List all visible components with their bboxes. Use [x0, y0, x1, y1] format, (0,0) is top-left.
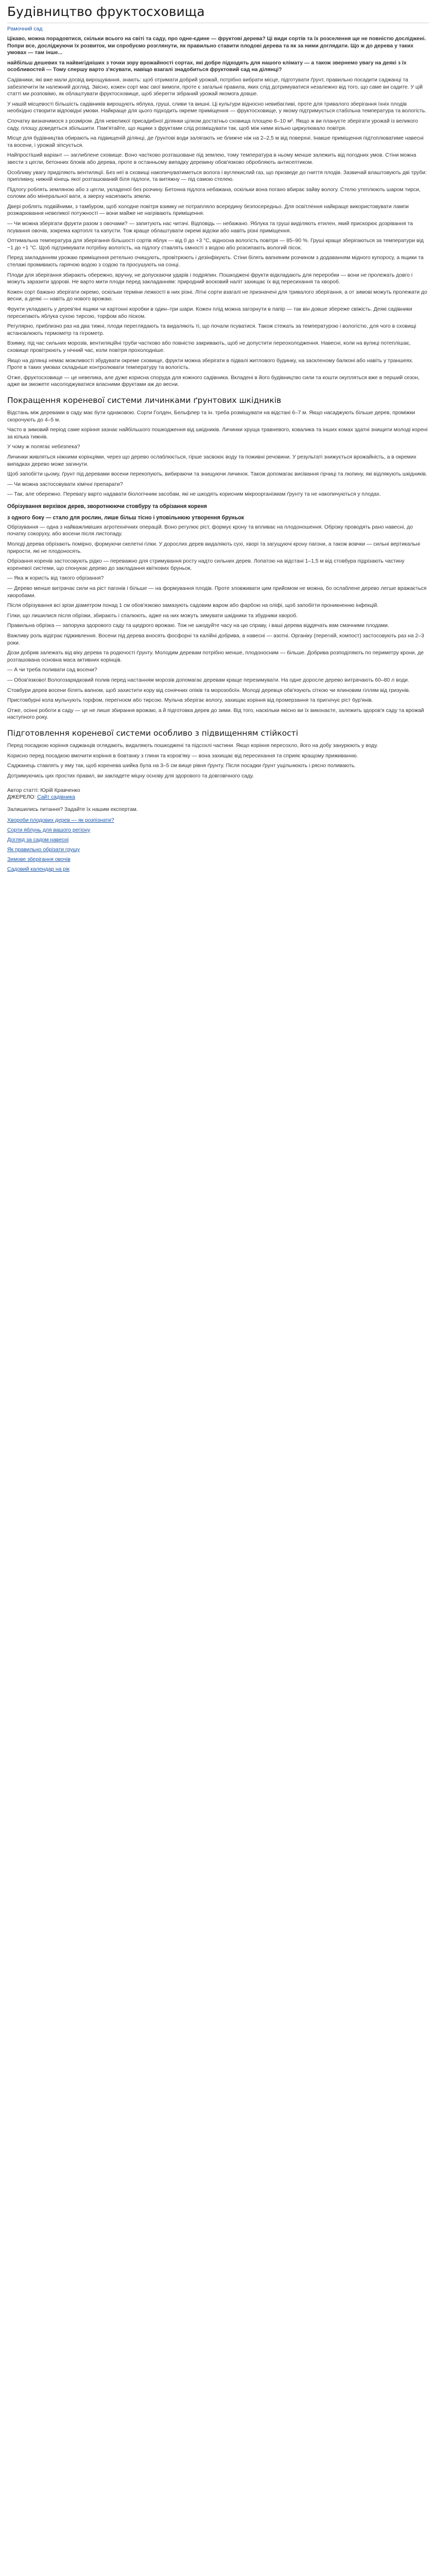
- article-paragraph: Регулярно, приблизно раз на два тижні, плоди переглядають та видаляють ті, що почали псуватися. Також стежать за температурою і вологістю, для чого в сховищі встановлюють термометр та гігрометр.: [7, 324, 416, 336]
- section-heading: Підготовлення кореневої системи особливо з підвищенням стійкості: [7, 728, 299, 738]
- article-paragraph: Якщо на ділянці немає можливості збудувати окреме сховище, фрукти можна зберігати в підвалі житлового будинку, на заскленому балконі або навіть у траншеях. Проте в таких умовах складніше контролювати температуру та вологість.: [7, 358, 414, 371]
- related-link[interactable]: Хвороби плодових дерев — як розпізнати?: [7, 817, 114, 823]
- article-paragraph: — Обов'язково! Вологозарядковий полив перед настанням морозів допомагає деревам краще перезимувати. На одне доросле дерево витрачають 60–80 л води.: [7, 677, 409, 683]
- related-link[interactable]: Зимове зберігання овочів: [7, 856, 71, 862]
- article-paragraph: Обрізання коренів застосовують рідко — переважно для стримування росту надто сильних дерев. Лопатою на відстані 1–1,5 м від стовбура підрізають частину кореневої системи, що спонукає дерево до закладання квіткових бруньок.: [7, 558, 405, 571]
- article-paragraph: Плоди для зберігання збирають обережно, вручну, не допускаючи ударів і подряпин. Пошкоджені фрукти відкладають для переробки — вони не пролежать довго і можуть заразити здорові. Не варто мити плоди перед закладанням: природний восковий наліт захищає їх від пересихання та хвороб.: [7, 272, 413, 285]
- article-paragraph: Отже, фруктосховище — це невелика, але дуже корисна споруда для кожного садівника. Вкладені в його будівництво сили та кошти окупляться вже в перший сезон, адже ви зможете насолоджуватися власними фруктами аж до весни.: [7, 375, 420, 388]
- lead-paragraph: Цікаво, можна порадовтися, скільки всього на світі та саду, про одне-єдине — фруктові дерева? Ці види сортів та їх розселення ще не повністю досліджені. Попри все, досліджуючи їх розвиток, ми спробуємо розглянути, як правильно ставити плодові дерева та як за ними доглядати. Що ж до дерева у таких умовах — там інше...: [7, 36, 426, 56]
- article-paragraph: Особливу увагу приділяють вентиляції. Без неї в сховищі накопичуватиметься волога і вуглекислий газ, що призведе до гниття плодів. Зазвичай влаштовують дві труби: припливну, нижній кінець якої розташований біля підлоги, та витяжну — під самою стелею.: [7, 170, 427, 183]
- article-paragraph: Молоді дерева обрізають помірно, формуючи скелетні гілки. У дорослих дерев видаляють сухі, хворі та загущуючі крону пагони, а також вовчки — сильні вертикальні прирости, які не плодоносять.: [7, 541, 421, 554]
- article-paragraph: Відстань між деревами в саду має бути однаковою. Сорти Голден, Бельфлер та ін. треба розміщувати на відстані 6–7 м. Якщо насаджують більше дерев, проміжки скорочують до 4–5 м.: [7, 410, 415, 423]
- breadcrumb: [7, 26, 429, 32]
- article-paragraph: Фрукти укладають у дерев'яні ящики чи картонні коробки в один–три шари. Кожен плід можна загорнути в папір — так він довше збереже свіжість. Деякі садівники пересипають яблука сухою тирсою, торфом або піском.: [7, 307, 412, 319]
- section-subheading: Обрізування верхівок дерев, зворотнюючи стовбуру та обрізання кореня: [7, 503, 207, 510]
- article-paragraph: Дози добрив залежать від віку дерева та родючості ґрунту. Молодим деревам потрібно менше, плодоносним — більше. Добрива розподіляють по периметру крони, де розташована основна маса активних корінців.: [7, 650, 424, 663]
- related-link-item: [7, 836, 429, 844]
- breadcrumb-link[interactable]: Рамочний: [7, 26, 32, 32]
- page-title: Будівництво фруктосховища: [7, 4, 205, 19]
- related-link-item: [7, 846, 429, 854]
- article-paragraph: Спочатку визначимося з розміром. Для невеликої присадибної ділянки цілком достатньо сховища площею 6–10 м². Якщо ж ви плануєте зберігати урожай із великого саду, площу доведеться збільшити. Пам'ятайте, що ящики з фруктами слід розміщувати так, щоб між ними вільно циркулювало повітря.: [7, 118, 418, 131]
- lead-paragraph: найбільш дешевих та найвигідніших з точки зору врожайності сортах, які добре підходять для нашого клімату — а також звернемо увагу на деякі з їх особливостей — Тому спершу варто з'ясувати, навіщо взагалі знадобиться фруктовий сад на ділянці?: [7, 60, 407, 73]
- article-paragraph: Важливу роль відіграє підживлення. Восени під дерева вносять фосфорні та калійні добрива, а навесні — азотні. Органіку (перегній, компост) застосовують раз на 2–3 роки.: [7, 633, 424, 646]
- related-link-item: [7, 817, 429, 824]
- article-paragraph: Гілки, що лишилися після обрізки, збирають і спалюють, адже на них можуть зимувати шкідники та збудники хвороб.: [7, 613, 298, 619]
- author-label: Автор статті:: [7, 788, 39, 794]
- article-paragraph: Правильна обрізка — запорука здорового саду та щедрого врожаю. Тож не шкодуйте часу на цю справу, і ваші дерева віддячать вам смачними плодами.: [7, 623, 389, 629]
- article-paragraph: Місце для будівництва обирають на підвищеній ділянці, де ґрунтові води залягають не ближче ніж на 2–2,5 м від поверхні. Інакше приміщення підтоплюватиме навесні та восени, і урожай зіпсується.: [7, 135, 424, 148]
- article-paragraph: — Чи можна застосовувати хімічні препарати?: [7, 481, 123, 487]
- article-paragraph: — Чи можна зберігати фрукти разом з овочами? — запитують нас читачі. Відповідь — небажано. Яблука та груші виділяють етилен, який прискорює дозрівання та псування овочів, зокрема картоплі та капусти. Тож краще облаштувати окремі відсіки або навіть різні приміщення.: [7, 221, 413, 234]
- article-paragraph: У чому ж полягає небезпека?: [7, 444, 80, 450]
- author-name: Юрій Кравченко: [40, 788, 80, 794]
- related-link[interactable]: Як правильно обрізати грушу: [7, 846, 80, 853]
- article-paragraph: Взимку, під час сильних морозів, вентиляційні труби частково або повністю закривають, щоб не допустити переохолодження. Навесні, коли на вулиці потеплішає, сховище провітрюють у нічний час, коли повітря прохолодніше.: [7, 341, 411, 353]
- article-paragraph: Отже, осінні роботи в саду — це не лише збирання врожаю, а й підготовка дерев до зими. Від того, наскільки якісно ви їх виконаєте, залежить здоров'я саду та врожай наступного року.: [7, 707, 424, 721]
- article-paragraph: Після обрізування всі зрізи діаметром понад 1 см обов'язково замазують садовим варом або фарбою на оліфі, щоб запобігти проникненню інфекцій.: [7, 603, 379, 609]
- article-paragraph: Обрізування — одна з найважливіших агротехнічних операцій. Воно регулює ріст, формує крону та впливає на плодоношення. Обрізку проводять рано навесні, до початку сокоруху, або восени після листопаду.: [7, 524, 413, 537]
- article-page: [0, 0, 436, 878]
- article-paragraph: Оптимальна температура для зберігання більшості сортів яблук — від 0 до +3 °С, відносна вологість повітря — 85–90 %. Груші краще зберігаються за температури від −1 до +1 °С. Щоб підтримувати потрібну вологість, на підлогу ставлять ємності з водою або розсипають вологий пісок.: [7, 238, 424, 251]
- related-link-list: [7, 817, 429, 873]
- article-paragraph: Дотримуючись цих простих правил, ви закладете міцну основу для здорового та довговічного саду.: [7, 773, 254, 779]
- article-section: [7, 410, 429, 498]
- related-link-item: [7, 866, 429, 873]
- section-heading: Покращення кореневої системи личинками ґрунтових шкідників: [7, 395, 282, 405]
- article-paragraph: — А чи треба поливати сад восени?: [7, 667, 97, 673]
- article-paragraph: Часто в зимовий період саме коріння зазнає найбільшого пошкодження від шкідників. Личинки хруща травневого, ковалика та інших комах здатні знищити молоді корені за кілька тижнів.: [7, 427, 428, 440]
- article-paragraph: Щоб запобігти цьому, ґрунт під деревами восени перекопують, вибираючи та знищуючи личинок. Також допомагає висівання гірчиці та люпину, які відлякують шкідників.: [7, 471, 427, 478]
- author-line: [7, 788, 429, 793]
- article-paragraph: Кожен сорт бажано зберігати окремо, оскільки терміни лежкості в них різні. Літні сорти взагалі не призначені для тривалого зберігання, а от зимові можуть пролежати до весни, а деякі — навіть до нового врожаю.: [7, 289, 427, 302]
- source-label: ДЖЕРЕЛО:: [7, 794, 36, 801]
- related-link[interactable]: Догляд за садом навесні: [7, 837, 69, 843]
- article-paragraph: Садівники, які вже мали досвід вирощування, знають: щоб отримати добрий урожай, потрібно вибрати місце, підготувати ґрунт, правильно посадити саджанці та забезпечити їм належний догляд. Звісно, кожен сорт має свої вимоги, проте є загальні правила, яких слід дотримуватися незалежно від того, що саме ви садите. У цій статті ми розповімо, як облаштувати фруктосховище, щоб зберегти зібраний урожай якомога довше.: [7, 77, 423, 97]
- article-paragraph: Саджанець ставлять у яму так, щоб коренева шийка була на 3–5 см вище рівня ґрунту. Після посадки ґрунт ущільнюють і рясно поливають.: [7, 763, 356, 769]
- article-paragraph: У нашій місцевості більшість садівників вирощують яблука, груші, сливи та вишні. Ці культури відносно невибагливі, проте для тривалого зберігання їхніх плодів необхідно створити відповідні умови. Найкраще для цього підходить окреме приміщення — фруктосховище, у якому підтримується стабільна температура та вологість.: [7, 101, 427, 114]
- article-paragraph: — Яка ж користь від такого обрізання?: [7, 575, 104, 582]
- article-paragraph: — Дерево менше витрачає сили на ріст пагонів і більше — на формування плодів. Проте зловживати цим прийомом не можна, бо ослаблене дерево легше вражається хворобами.: [7, 586, 427, 599]
- article-section: [7, 742, 429, 779]
- article-paragraph: Личинки живляться ніжними корінцями, через що дерево ослаблюється, гірше засвоює воду та поживні речовини. У результаті знижується врожайність, а в окремих випадках дерево може загинути.: [7, 454, 416, 467]
- article-paragraph: Перед закладанням урожаю приміщення ретельно очищують, провітрюють і дезінфікують. Стіни білять вапняним розчином з додаванням мідного купоросу, а ящики та стелажі промивають гарячою водою з содою та просушують на сонці.: [7, 255, 424, 268]
- source-line: [7, 794, 429, 800]
- related-link[interactable]: Садовий календар на рік: [7, 866, 69, 872]
- related-link[interactable]: Сорти яблунь для вашого регіону: [7, 827, 91, 833]
- article-section: [7, 77, 429, 388]
- article-paragraph: Двері роблять подвійними, з тамбуром, щоб холодне повітря взимку не потрапляло всередину безпосередньо. Для освітлення найкраще використовувати лампи розжарювання невеликої потужності — вони майже не нагрівають приміщення.: [7, 204, 409, 217]
- related-link-item: [7, 826, 429, 834]
- article-paragraph: Підлогу роблять земляною або з цегли, укладеної без розчину. Бетонна підлога небажана, оскільки вона погано вбирає зайву вологу. Стелю утеплюють шаром тирси, соломи або мінеральної вати, а зверху насипають землю.: [7, 187, 421, 200]
- article-paragraph: Корисно перед посадкою вмочити коріння в бовтанку з глини та коров'яку — вона захищає від пересихання та сприяє кращому приживанню.: [7, 753, 358, 759]
- article-paragraph: — Так, але обережно. Перевагу варто надавати біологічним засобам, які не шкодять корисним мікроорганізмам ґрунту та не накопичуються у плодах.: [7, 492, 381, 498]
- related-link-item: [7, 856, 429, 863]
- article-section: [7, 524, 429, 630]
- breadcrumb-link[interactable]: сад: [33, 26, 43, 32]
- article-paragraph: Стовбури дерев восени білять вапном, щоб захистити кору від сонячних опіків та морозобоїн. Молоді деревця обв'язують сіткою чи ялиновим гіллям від гризунів.: [7, 687, 410, 693]
- related-intro: Залишились питання? Задайте їх нашим експертам.: [7, 807, 138, 813]
- section-subheading: з одного боку — стало для рослин, лише більш тісно і уповільнюю утворення бруньок: [7, 514, 245, 521]
- source-link[interactable]: Сайт садівника: [37, 794, 75, 801]
- article-paragraph: Пристовбурні кола мульчують торфом, перегноєм або тирсою. Мульча зберігає вологу, захищає коріння від промерзання та пригнічує ріст бур'янів.: [7, 698, 373, 704]
- article-lead: [7, 36, 429, 74]
- article-section: [7, 633, 429, 721]
- article-paragraph: Перед посадкою коріння саджанців оглядають, видаляють пошкоджені та підсохлі частини. Якщо коріння пересохло, його на добу занурюють у воду.: [7, 742, 378, 749]
- article-paragraph: Найпростіший варіант — заглиблене сховище. Воно частково розташоване під землею, тому температура в ньому менше залежить від погодних умов. Стіни можна звести з цегли, бетонних блоків або дерева, проте в останньому випадку деревину обов'язково обробляють антисептиком.: [7, 152, 416, 165]
- related-links: [7, 806, 429, 873]
